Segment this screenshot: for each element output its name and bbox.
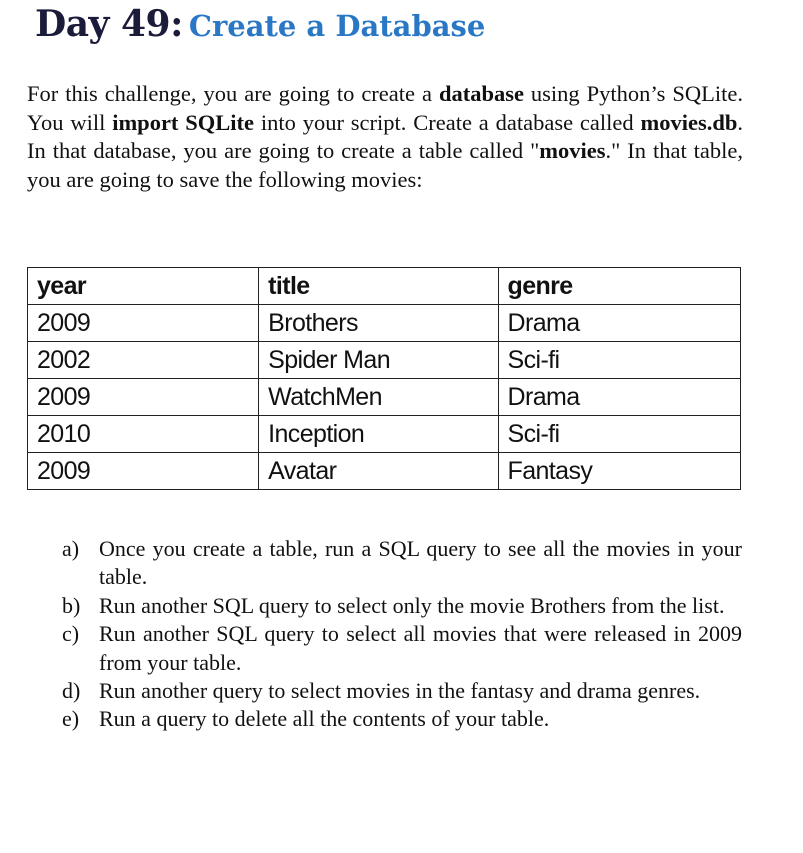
cell-title: Inception [259, 416, 498, 453]
list-marker: c) [62, 621, 80, 647]
question-text: Run another SQL query to select all movies that were released in 2009 from your table. [99, 621, 742, 675]
page-title [35, 0, 485, 50]
list-marker: d) [62, 678, 81, 704]
cell-year: 2010 [28, 416, 259, 453]
table-row [28, 379, 741, 416]
list-item [62, 592, 742, 620]
intro-emphasis: movies.db [640, 109, 738, 135]
header-title: title [259, 268, 498, 305]
table-row [28, 453, 741, 490]
cell-genre: Sci-fi [498, 342, 740, 379]
cell-title: WatchMen [259, 379, 498, 416]
cell-year: 2002 [28, 342, 259, 379]
intro-paragraph [27, 80, 743, 194]
question-text: Run another SQL query to select only the movie Brothers from the list. [99, 592, 725, 618]
list-marker: a) [62, 536, 80, 561]
intro-emphasis: database [438, 81, 524, 106]
cell-title: Brothers [259, 305, 498, 342]
intro-text: using Python’s SQLite. You will [27, 81, 744, 135]
intro-text: For this challenge, you are going to create a [27, 81, 439, 106]
cell-year: 2009 [28, 453, 259, 490]
intro-text: into your script. Create a database called [254, 109, 641, 135]
cell-genre: Fantasy [498, 453, 740, 490]
list-item [62, 705, 742, 733]
question-text: Run a query to delete all the contents of your table. [99, 706, 550, 732]
cell-year: 2009 [28, 379, 259, 416]
question-text: Once you create a table, run a SQL query to see all the movies in your table. [99, 536, 742, 590]
list-marker: e) [62, 706, 80, 732]
list-item [62, 677, 742, 705]
question-list [62, 535, 742, 734]
table-row [28, 305, 741, 342]
day-number: Day 49: [35, 3, 183, 45]
cell-genre: Drama [498, 305, 740, 342]
cell-genre: Sci-fi [498, 416, 740, 453]
intro-text: ." In that table, you are going to save the following movies: [27, 138, 744, 192]
table-row [28, 342, 741, 379]
table-row [28, 416, 741, 453]
list-marker: b) [62, 592, 81, 618]
cell-year: 2009 [28, 305, 259, 342]
header-year: year [28, 268, 259, 305]
intro-emphasis: import SQLite [112, 109, 255, 135]
list-item [62, 620, 742, 677]
cell-genre: Drama [498, 379, 740, 416]
question-text: Run another query to select movies in the fantasy and drama genres. [99, 678, 701, 704]
list-item [62, 535, 742, 592]
intro-emphasis: movies [539, 138, 606, 163]
cell-title: Spider Man [259, 342, 498, 379]
movies-table [27, 267, 741, 490]
table-header-row [28, 268, 741, 305]
intro-text: . In that database, you are going to create a table called " [27, 109, 743, 163]
cell-title: Avatar [259, 453, 498, 490]
challenge-title: Create a Database [188, 9, 486, 43]
header-genre: genre [498, 268, 740, 305]
